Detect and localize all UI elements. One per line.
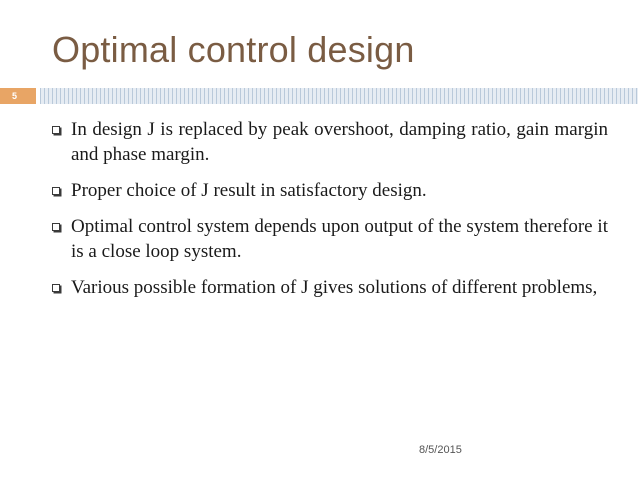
- slide-date: 8/5/2015: [419, 444, 462, 456]
- checkbox-bullet-icon: [52, 126, 60, 134]
- bullet-item: [52, 275, 608, 300]
- bullet-text: In design J is replaced by peak overshoot, damping ratio, gain margin and phase margin.: [71, 119, 608, 165]
- checkbox-bullet-icon: [52, 284, 60, 292]
- bullet-item: [52, 214, 608, 264]
- header-rule: [40, 88, 638, 104]
- checkbox-bullet-icon: [52, 187, 60, 195]
- bullet-text: Various possible formation of J gives solutions of different problems,: [71, 277, 598, 298]
- checkbox-bullet-icon: [52, 223, 60, 231]
- bullet-text: Proper choice of J result in satisfactory design.: [71, 180, 427, 201]
- bullet-text: Optimal control system depends upon output of the system therefore it is a close loop system.: [71, 216, 608, 262]
- bullet-list: [52, 117, 608, 311]
- slide-number: 5: [0, 88, 36, 104]
- bullet-item: [52, 178, 608, 203]
- slide-title: Optimal control design: [52, 29, 415, 70]
- bullet-item: [52, 117, 608, 167]
